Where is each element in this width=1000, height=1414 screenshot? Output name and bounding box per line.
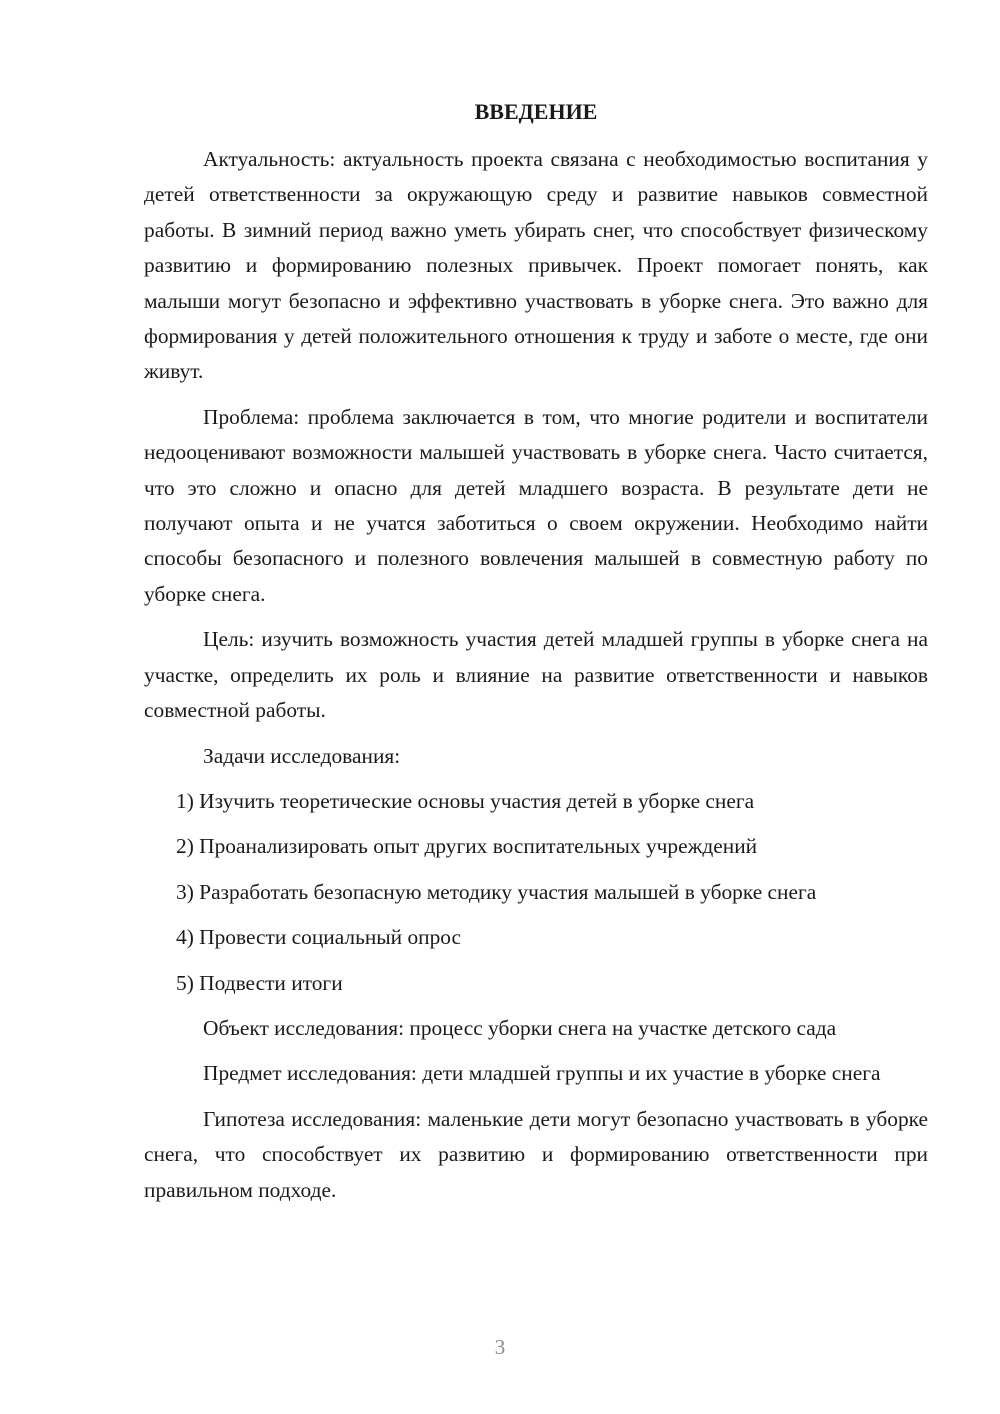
page-number: 3 [494,1335,506,1359]
object-paragraph: Объект исследования: процесс уборки снега на участке детского сада [203,1015,837,1040]
hypothesis-paragraph: Гипотеза исследования: маленькие дети могут безопасно участвовать в уборке снега, что способствует их развитию и формированию ответственности при правильном подходе. [144,1106,928,1202]
tasks-label: Задачи исследования: [203,743,401,768]
goal-paragraph: Цель: изучить возможность участия детей младшей группы в уборке снега на участке, определить их роль и влияние на развитие ответственности и навыков совместной работы. [144,627,928,723]
document-page [144,94,928,1218]
list-item: 5) Подвести итоги [176,970,343,995]
list-item: 3) Разработать безопасную методику участия малышей в уборке снега [176,879,817,904]
list-item: 4) Провести социальный опрос [176,925,462,950]
relevance-paragraph: Актуальность: актуальность проекта связана с необходимостью воспитания у детей ответственности за окружающую среду и развитие навыков совместной работы. В зимний период важно уметь убирать снег, что способствует физическому развитию и формированию полезных привычек. Проект помогает понять, как малыши могут безопасно и эффективно участвовать в уборке снега. Это важно для формирования у детей положительного отношения к труду и заботе о месте, где они живут. [144,147,928,384]
page-title: ВВЕДЕНИЕ [474,99,598,124]
subject-paragraph: Предмет исследования: дети младшей группы и их участие в уборке снега [203,1061,881,1086]
problem-paragraph: Проблема: проблема заключается в том, что многие родители и воспитатели недооценивают возможности малышей участвовать в уборке снега. Часто считается, что это сложно и опасно для детей младшего возраста. В результате дети не получают опыта и не учатся заботиться о своем окружении. Необходимо найти способы безопасного и полезного вовлечения малышей в совместную работу по уборке снега. [144,404,928,606]
list-item: 2) Проанализировать опыт других воспитательных учреждений [176,834,758,859]
tasks-list [144,784,928,1001]
list-item: 1) Изучить теоретические основы участия детей в уборке снега [176,788,755,813]
